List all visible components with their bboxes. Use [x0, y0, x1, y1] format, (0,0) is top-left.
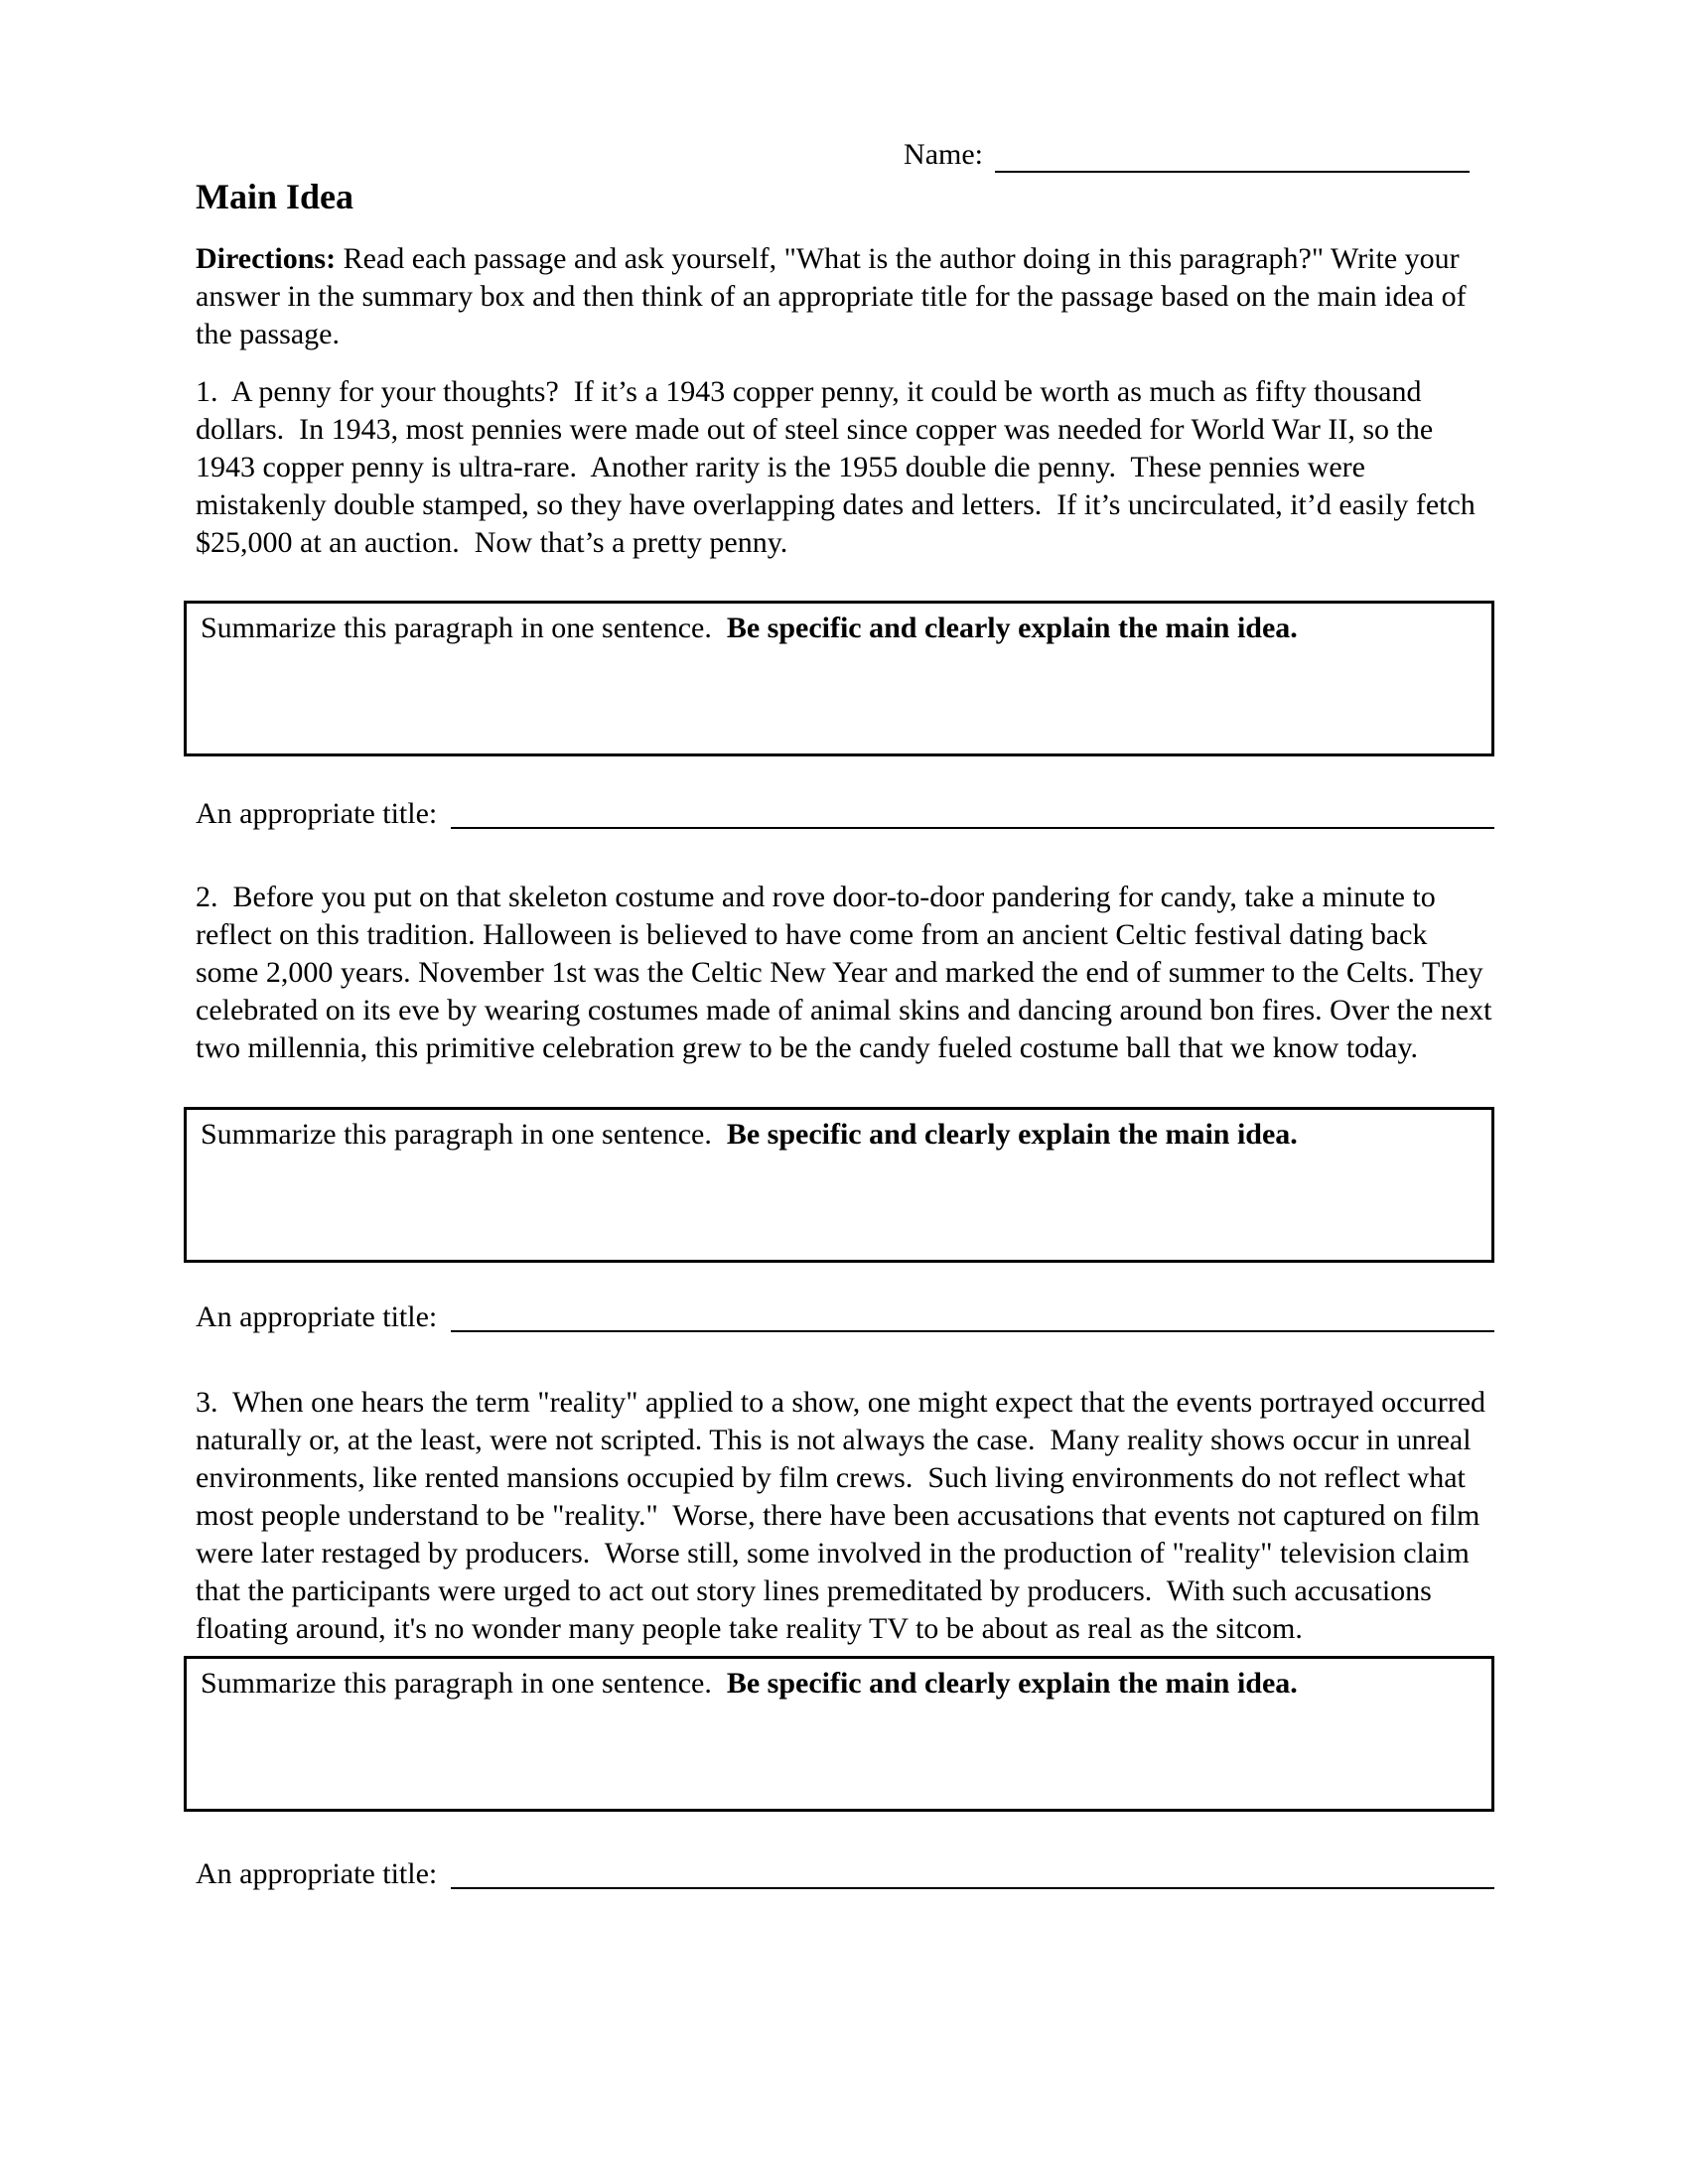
title-label-3: An appropriate title: [196, 1857, 438, 1890]
title-row-3 [196, 1855, 1494, 1893]
name-input-line[interactable] [995, 139, 1470, 173]
title-row-1 [196, 795, 1494, 833]
title-label-2: An appropriate title: [196, 1300, 438, 1333]
summary-prompt-3-bold: Be specific and clearly explain the main idea. [726, 1667, 1298, 1700]
title-label-1: An appropriate title: [196, 797, 438, 830]
summary-box-1[interactable] [184, 601, 1494, 756]
summary-box-3[interactable] [184, 1656, 1494, 1812]
passage-3-text: When one hears the term "reality" applied to a show, one might expect that the events portrayed occurred naturally or, at the least, were not scripted. This is not always the case. Many reality shows occur in unreal environments, like rented mansions occupied by film crews. Such living environments do not reflect what most people understand to be "reality." Worse, there have been accusations that events not captured on film were later restaged by producers. Worse still, some involved in the production of "reality" television claim that the participants were urged to act out story lines premeditated by producers. With such accusations floating around, it's no wonder many people take reality TV to be about as real as the sitcom. [196, 1386, 1493, 1645]
summary-prompt-2-normal: Summarize this paragraph in one sentence. [201, 1118, 727, 1151]
title-input-line-3[interactable] [451, 1857, 1494, 1889]
passage-1-text: A penny for your thoughts? If it’s a 1943 copper penny, it could be worth as much as fifty thousand dollars. In 1943, most pennies were made out of steel since copper was needed for World War II, so the 1943 copper penny is ultra-rare. Another rarity is the 1955 double die penny. These pennies were mistakenly double stamped, so they have overlapping dates and letters. If it’s uncirculated, it’d easily fetch $25,000 at an auction. Now that’s a pretty penny. [196, 375, 1483, 559]
summary-prompt-3 [201, 1665, 1477, 1703]
directions-text: Read each passage and ask yourself, "What is the author doing in this paragraph?" Write your answer in the summary box and then think of an appropriate title for the passage based on the main idea of the passage. [196, 242, 1475, 350]
summary-box-2[interactable] [184, 1107, 1494, 1263]
passage-3-number: 3. [196, 1386, 218, 1419]
passage-1-number: 1. [196, 375, 218, 408]
directions-label: Directions: [196, 242, 337, 275]
summary-prompt-1-normal: Summarize this paragraph in one sentence. [201, 612, 727, 644]
name-label: Name: [904, 138, 983, 171]
summary-prompt-3-normal: Summarize this paragraph in one sentence. [201, 1667, 727, 1700]
name-row [196, 137, 1470, 173]
title-input-line-2[interactable] [451, 1300, 1494, 1332]
summary-prompt-1 [201, 610, 1477, 647]
directions-paragraph [196, 240, 1494, 353]
passage-3 [196, 1384, 1494, 1648]
passage-2 [196, 879, 1499, 1067]
passage-1 [196, 373, 1494, 562]
title-row-2 [196, 1298, 1494, 1336]
title-input-line-1[interactable] [451, 797, 1494, 829]
page-title: Main Idea [196, 177, 354, 216]
passage-2-text: Before you put on that skeleton costume and rove door-to-door pandering for candy, take a minute to reflect on this tradition. Halloween is believed to have come from an ancient Celtic festival dating back some 2,000 years. November 1st was the Celtic New Year and marked the end of summer to the Celts. They celebrated on its eve by wearing costumes made of animal skins and dancing around bon fires. Over the next two millennia, this primitive celebration grew to be the candy fueled costume ball that we know today. [196, 881, 1499, 1064]
passage-2-number: 2. [196, 881, 218, 913]
summary-prompt-2 [201, 1116, 1477, 1154]
summary-prompt-1-bold: Be specific and clearly explain the main idea. [726, 612, 1298, 644]
summary-prompt-2-bold: Be specific and clearly explain the main idea. [726, 1118, 1298, 1151]
